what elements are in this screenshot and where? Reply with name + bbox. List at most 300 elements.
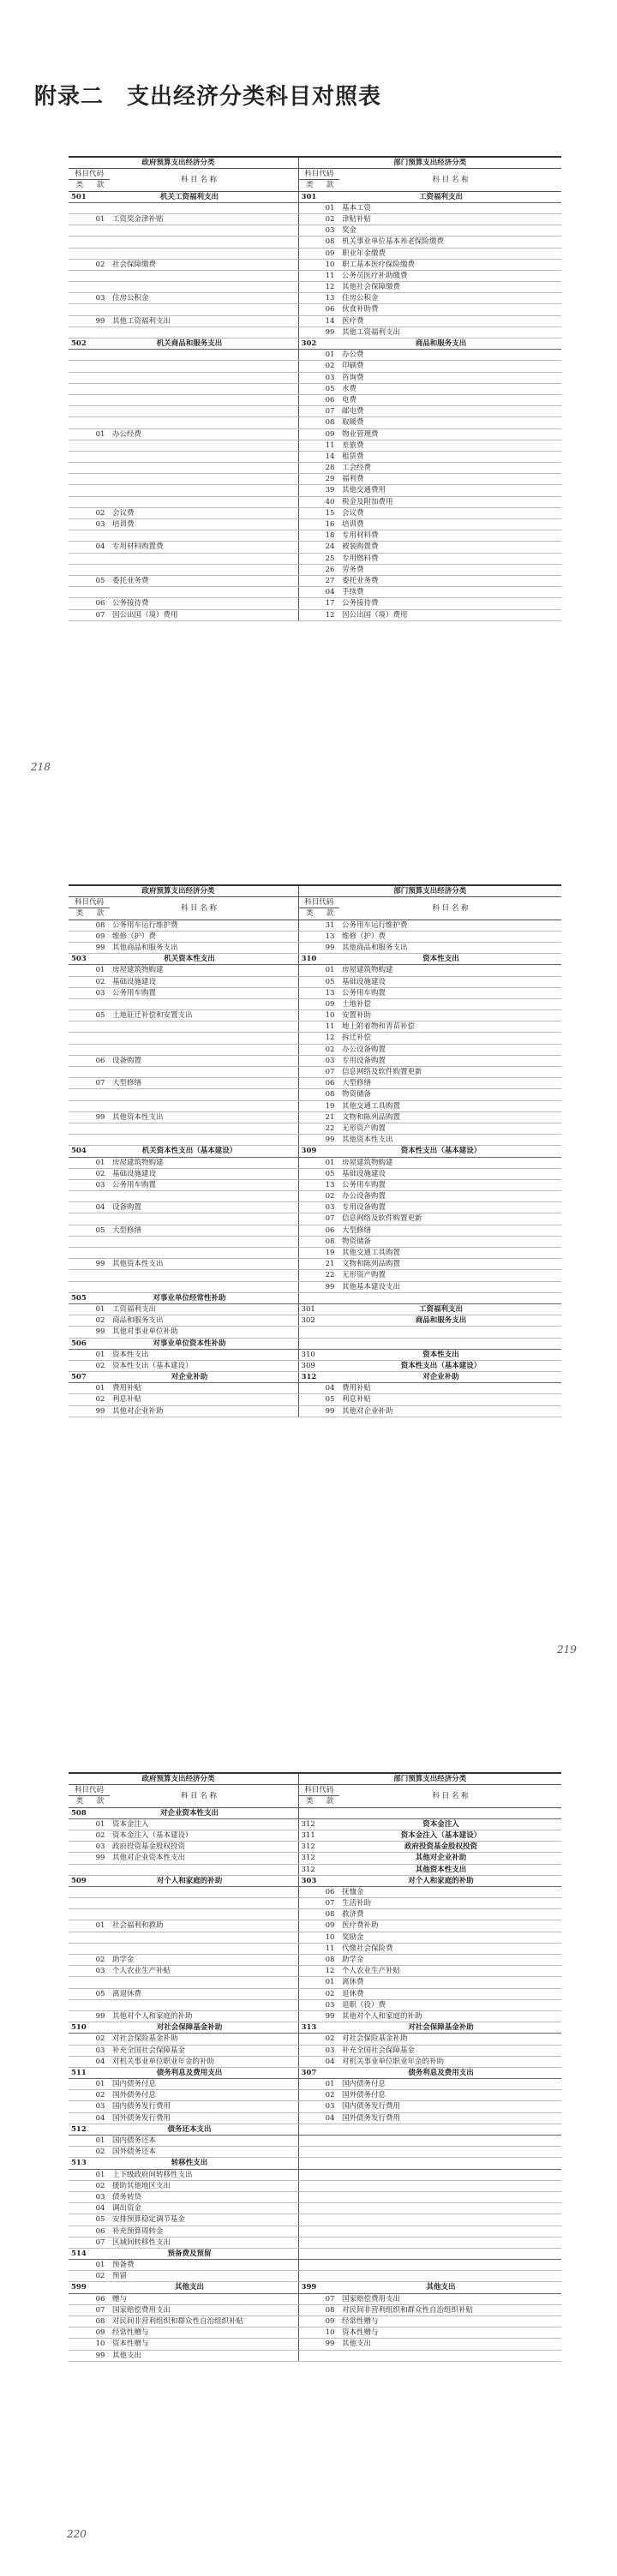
right-item-name: 机关事业单位基本养老保险缴费 <box>339 237 561 248</box>
table-row <box>69 2169 561 2180</box>
left-kind-cell <box>69 1225 91 1236</box>
right-item-code: 15 <box>320 507 339 518</box>
table-row <box>69 1327 561 1338</box>
column-gap <box>288 1999 298 2010</box>
right-kind-cell <box>298 1202 320 1213</box>
right-item-name: 对社会保险基金补助 <box>339 2034 561 2045</box>
table-row <box>69 1179 561 1190</box>
column-gap <box>288 897 298 920</box>
right-item-code: 01 <box>320 350 339 361</box>
column-gap <box>288 1383 298 1394</box>
left-kind-cell <box>69 575 91 586</box>
right-kind-cell <box>298 451 320 462</box>
left-kind-cell <box>69 2101 91 2112</box>
right-item-code: 19 <box>320 1248 339 1259</box>
section-row <box>69 338 561 350</box>
left-item-name <box>110 1909 288 1920</box>
table-page-218 <box>69 156 561 621</box>
table-row <box>69 361 561 372</box>
left-kind-cell <box>69 496 91 507</box>
right-kind-label: 类 <box>298 1796 320 1807</box>
left-kind-cell <box>69 2079 91 2090</box>
left-kind-cell <box>69 965 91 976</box>
right-item-name: 退职（役）费 <box>339 1999 561 2010</box>
left-item-name: 资本性支出 <box>110 1349 288 1360</box>
left-kind-cell <box>69 609 91 620</box>
left-item-name: 社会保障缴费 <box>110 259 288 270</box>
right-item-code: 08 <box>320 1089 339 1100</box>
column-gap <box>288 2022 298 2034</box>
table-row <box>69 1225 561 1236</box>
right-item-code: 08 <box>320 417 339 428</box>
left-item-name <box>110 394 288 405</box>
right-item-name <box>339 2203 561 2214</box>
left-item-code <box>91 372 110 383</box>
column-gap <box>288 157 298 169</box>
right-kind-cell <box>298 1236 320 1247</box>
section-row <box>69 954 561 965</box>
left-item-code <box>91 998 110 1009</box>
left-item-label: 款 <box>91 1796 110 1807</box>
table-row <box>69 485 561 496</box>
section-row <box>69 1292 561 1303</box>
left-kind-cell <box>69 485 91 496</box>
right-kind-cell <box>298 553 320 564</box>
section-row <box>69 1146 561 1157</box>
table-row <box>69 2136 561 2147</box>
left-code-label: 科目代码 <box>69 1785 110 1796</box>
left-item-code: 04 <box>91 2203 110 2214</box>
left-item-name <box>110 440 288 451</box>
left-item-label: 款 <box>91 908 110 920</box>
left-item-name: 委托业务费 <box>110 575 288 586</box>
right-item-code: 10 <box>320 2327 339 2339</box>
left-item-name: 国外债务发行费用 <box>110 2112 288 2124</box>
right-item-name: 国外债务发行费用 <box>339 2112 561 2124</box>
table-row <box>69 1248 561 1259</box>
right-kind-cell <box>298 1100 320 1111</box>
column-gap <box>288 2034 298 2045</box>
right-item-name <box>339 2214 561 2226</box>
right-item-name: 文物和陈列品购置 <box>339 1259 561 1270</box>
right-kind-cell <box>298 2203 320 2214</box>
left-item-name: 援助其他地区支出 <box>110 2180 288 2191</box>
table-row <box>69 1111 561 1123</box>
left-name-label: 科 目 名 称 <box>110 1785 288 1807</box>
column-gap <box>288 1123 298 1134</box>
right-kind-cell <box>298 1405 320 1417</box>
left-item-name: 赠与 <box>110 2293 288 2304</box>
column-gap <box>288 2282 298 2293</box>
left-kind-cell <box>69 2010 91 2022</box>
left-kind-cell <box>69 1010 91 1021</box>
table-row <box>69 2056 561 2067</box>
left-item-code <box>91 225 110 237</box>
left-item-name: 国外债务付息 <box>110 2090 288 2101</box>
left-kind-cell <box>69 1999 91 2010</box>
table-row <box>69 237 561 248</box>
table-row <box>69 2350 561 2361</box>
left-item-name: 调出资金 <box>110 2203 288 2214</box>
left-item-name: 国家赔偿费用支出 <box>110 2304 288 2315</box>
left-item-code: 02 <box>91 2034 110 2045</box>
column-gap <box>288 2191 298 2202</box>
column-gap <box>288 1773 298 1785</box>
left-item-name: 补充全国社会保障基金 <box>110 2045 288 2056</box>
right-item-name <box>339 2147 561 2158</box>
left-item-code: 03 <box>91 519 110 530</box>
left-kind-cell <box>69 1191 91 1202</box>
left-item-code: 02 <box>91 2271 110 2282</box>
right-item-name: 水费 <box>339 383 561 394</box>
right-item-code <box>320 1327 339 1338</box>
left-item-code <box>91 326 110 338</box>
right-kind-cell <box>298 1955 320 1966</box>
right-item-code: 08 <box>320 1909 339 1920</box>
column-gap <box>288 1067 298 1078</box>
column-gap <box>288 1303 298 1315</box>
left-item-name: 培训费 <box>110 519 288 530</box>
right-kind-cell <box>298 1977 320 1988</box>
left-category-name: 其他支出 <box>91 2282 288 2293</box>
column-gap <box>288 609 298 620</box>
left-item-code <box>91 202 110 213</box>
left-kind-cell <box>69 1089 91 1100</box>
left-kind-cell <box>69 2350 91 2361</box>
column-gap <box>288 1932 298 1943</box>
column-gap <box>288 1179 298 1190</box>
left-item-code <box>91 1135 110 1146</box>
column-gap <box>288 942 298 953</box>
left-item-name <box>110 350 288 361</box>
column-gap <box>288 2169 298 2180</box>
table-row <box>69 598 561 609</box>
column-gap <box>288 237 298 248</box>
right-item-name: 被装购置费 <box>339 542 561 553</box>
left-item-code <box>91 304 110 315</box>
right-item-name: 奖金 <box>339 225 561 237</box>
left-item-code: 01 <box>91 1157 110 1168</box>
table-row <box>69 248 561 259</box>
right-item-name <box>339 2180 561 2191</box>
right-name-label: 科 目 名 称 <box>339 1785 561 1807</box>
right-category-name: 资本性支出（基本建设） <box>320 1360 561 1371</box>
left-item-code <box>91 553 110 564</box>
left-kind-cell <box>69 1405 91 1417</box>
column-gap <box>288 2180 298 2191</box>
left-item-code: 01 <box>91 2169 110 2180</box>
left-item-name: 安排预算稳定调节基金 <box>110 2214 288 2226</box>
right-item-code: 17 <box>320 598 339 609</box>
table-row <box>69 1202 561 1213</box>
right-kind-cell <box>298 1123 320 1134</box>
section-row <box>69 1372 561 1383</box>
left-item-name <box>110 361 288 372</box>
right-kind-cell <box>298 1021 320 1033</box>
table-row <box>69 2304 561 2315</box>
left-kind-cell <box>69 920 91 931</box>
left-item-code <box>91 1977 110 1988</box>
right-item-name: 补充全国社会保障基金 <box>339 2045 561 2056</box>
left-item-code: 02 <box>91 1360 110 1371</box>
left-item-name <box>110 1213 288 1225</box>
left-item-code <box>91 361 110 372</box>
left-item-name: 大型修缮 <box>110 1078 288 1089</box>
left-kind-cell <box>69 1135 91 1146</box>
right-category-name <box>320 1338 561 1349</box>
right-item-name: 基本工资 <box>339 202 561 213</box>
column-gap <box>288 2147 298 2158</box>
right-item-code: 01 <box>320 2079 339 2090</box>
right-kind-cell <box>298 1999 320 2010</box>
left-kind-cell <box>69 1281 91 1292</box>
right-kind-cell <box>298 1168 320 1179</box>
right-item-code: 08 <box>320 2304 339 2315</box>
right-kind-cell <box>298 987 320 998</box>
right-item-name: 公务接待费 <box>339 598 561 609</box>
right-kind-cell <box>298 1932 320 1943</box>
right-item-code: 29 <box>320 474 339 485</box>
left-kind-cell <box>69 1055 91 1066</box>
right-kind-cell <box>298 2090 320 2101</box>
right-category-code: 303 <box>298 1875 320 1886</box>
left-table-title: 政府预算支出经济分类 <box>69 1773 288 1785</box>
left-item-name: 因公出国（境）费用 <box>110 609 288 620</box>
column-gap <box>288 1955 298 1966</box>
column-gap <box>288 1010 298 1021</box>
left-kind-cell <box>69 2169 91 2180</box>
table-row <box>69 1943 561 1954</box>
right-category-name: 对个人和家庭的补助 <box>320 1875 561 1886</box>
right-item-name: 其他资本性支出 <box>339 1135 561 1146</box>
left-item-code: 07 <box>91 2237 110 2248</box>
right-item-code: 99 <box>320 942 339 953</box>
left-category-code: 599 <box>69 2282 91 2293</box>
right-kind-cell <box>298 1943 320 1954</box>
right-item-code: 09 <box>320 998 339 1009</box>
column-gap <box>288 519 298 530</box>
left-kind-cell <box>69 406 91 417</box>
left-category-name: 机关资本性支出（基本建设） <box>91 1146 288 1157</box>
left-category-code: 512 <box>69 2124 91 2135</box>
left-item-code <box>91 587 110 598</box>
column-gap <box>288 304 298 315</box>
left-kind-cell <box>69 1988 91 1999</box>
section-row <box>69 1338 561 1349</box>
left-item-name: 公务用车购置 <box>110 987 288 998</box>
right-kind-cell <box>298 2293 320 2304</box>
left-item-code: 04 <box>91 542 110 553</box>
left-item-name <box>110 1100 288 1111</box>
right-item-code: 12 <box>320 1966 339 1977</box>
left-item-name <box>110 564 288 575</box>
right-category-name: 政府投资基金股权投资 <box>320 1842 561 1853</box>
right-item-code: 07 <box>320 2293 339 2304</box>
left-item-name: 资本性支出（基本建设） <box>110 1360 288 1371</box>
table-row <box>69 417 561 428</box>
right-kind-cell <box>298 920 320 931</box>
column-gap <box>288 2056 298 2067</box>
left-item-name: 社会福利和救助 <box>110 1920 288 1932</box>
left-kind-cell <box>69 1818 91 1830</box>
right-item-label: 款 <box>320 180 339 191</box>
left-item-code: 09 <box>91 2327 110 2339</box>
left-category-name: 机关工资福利支出 <box>91 191 288 202</box>
left-item-code <box>91 1123 110 1134</box>
table-row <box>69 920 561 931</box>
section-row <box>69 2124 561 2135</box>
left-item-code <box>91 350 110 361</box>
right-item-code <box>320 2260 339 2271</box>
right-kind-cell <box>298 2147 320 2158</box>
column-gap <box>288 1315 298 1327</box>
right-code-label: 科目代码 <box>298 1785 339 1796</box>
left-item-code: 07 <box>91 1078 110 1089</box>
right-kind-cell <box>298 1909 320 1920</box>
left-item-code: 06 <box>91 2293 110 2304</box>
left-category-code: 511 <box>69 2067 91 2078</box>
column-gap <box>288 1213 298 1225</box>
left-item-name: 公务用车运行维护费 <box>110 920 288 931</box>
right-kind-cell <box>298 507 320 518</box>
left-kind-cell <box>69 270 91 281</box>
left-item-code <box>91 1089 110 1100</box>
left-kind-cell <box>69 326 91 338</box>
left-category-code: 505 <box>69 1292 91 1303</box>
table-row <box>69 315 561 326</box>
left-kind-cell <box>69 1315 91 1327</box>
left-item-code <box>91 463 110 474</box>
right-kind-cell <box>298 998 320 1009</box>
right-category-code <box>298 1807 320 1818</box>
column-gap <box>288 225 298 237</box>
column-gap <box>288 1281 298 1292</box>
left-category-code: 513 <box>69 2158 91 2169</box>
left-item-name <box>110 1977 288 1988</box>
left-kind-cell <box>69 1943 91 1954</box>
right-item-name: 取暖费 <box>339 417 561 428</box>
column-gap <box>288 406 298 417</box>
right-item-code: 01 <box>320 202 339 213</box>
right-kind-cell <box>298 1988 320 1999</box>
right-item-name: 国家赔偿费用支出 <box>339 2293 561 2304</box>
left-kind-cell <box>69 1021 91 1033</box>
right-item-name: 物资储备 <box>339 1089 561 1100</box>
section-row <box>69 191 561 202</box>
left-item-name <box>110 225 288 237</box>
right-item-code: 03 <box>320 1202 339 1213</box>
left-item-name: 区域间转移性支出 <box>110 2237 288 2248</box>
right-category-name <box>320 2158 561 2169</box>
table-row <box>69 2260 561 2271</box>
left-item-name <box>110 202 288 213</box>
left-kind-cell <box>69 1067 91 1078</box>
table-row <box>69 965 561 976</box>
left-kind-cell <box>69 1044 91 1055</box>
right-category-code: 309 <box>298 1360 320 1371</box>
column-gap <box>288 1191 298 1202</box>
column-gap <box>288 372 298 383</box>
table-row <box>69 1303 561 1315</box>
table-row <box>69 259 561 270</box>
table-row <box>69 2214 561 2226</box>
table-row <box>69 1078 561 1089</box>
right-item-code: 10 <box>320 1010 339 1021</box>
table-row <box>69 1920 561 1932</box>
right-item-code: 03 <box>320 1055 339 1066</box>
right-item-code: 07 <box>320 1067 339 1078</box>
table-row <box>69 2034 561 2045</box>
left-kind-cell <box>69 2327 91 2339</box>
table-row <box>69 1021 561 1033</box>
right-item-name: 退休费 <box>339 1988 561 1999</box>
left-kind-cell <box>69 2090 91 2101</box>
right-category-name: 其他资本性支出 <box>320 1864 561 1875</box>
right-kind-cell <box>298 2079 320 2090</box>
left-kind-cell <box>69 564 91 575</box>
left-kind-cell <box>69 1349 91 1360</box>
right-item-code: 05 <box>320 383 339 394</box>
left-kind-cell <box>69 1100 91 1111</box>
left-item-name: 其他资本性支出 <box>110 1111 288 1123</box>
column-gap <box>288 987 298 998</box>
column-gap <box>288 965 298 976</box>
column-gap <box>288 417 298 428</box>
left-item-name: 基础设施建设 <box>110 976 288 987</box>
right-item-name: 办公费 <box>339 350 561 361</box>
right-item-code: 03 <box>320 2045 339 2056</box>
left-item-code: 02 <box>91 2147 110 2158</box>
left-item-code: 05 <box>91 1225 110 1236</box>
right-item-code: 24 <box>320 542 339 553</box>
left-item-name: 住房公积金 <box>110 293 288 304</box>
left-item-name: 预留 <box>110 2271 288 2282</box>
column-gap <box>288 1853 298 1864</box>
left-kind-cell <box>69 1123 91 1134</box>
left-item-code: 99 <box>91 1259 110 1270</box>
right-kind-cell <box>298 1111 320 1123</box>
right-item-code <box>320 2136 339 2147</box>
right-category-code: 312 <box>298 1372 320 1383</box>
left-item-name: 房屋建筑物购建 <box>110 965 288 976</box>
right-category-code: 312 <box>298 1842 320 1853</box>
right-item-code: 18 <box>320 530 339 542</box>
left-item-name: 资本金注入（基本建设） <box>110 1830 288 1841</box>
column-gap <box>288 2304 298 2315</box>
right-item-name: 对民间非营利组织和群众性自治组织补贴 <box>339 2304 561 2315</box>
right-kind-cell <box>298 372 320 383</box>
column-gap <box>288 2136 298 2147</box>
left-item-name: 个人农业生产补贴 <box>110 1966 288 1977</box>
table-row <box>69 451 561 462</box>
right-kind-cell <box>298 237 320 248</box>
left-kind-cell <box>69 987 91 998</box>
left-kind-cell <box>69 2112 91 2124</box>
right-item-name: 代缴社会保险费 <box>339 1943 561 1954</box>
right-kind-cell <box>298 2136 320 2147</box>
right-kind-cell <box>298 2237 320 2248</box>
table-row <box>69 1383 561 1394</box>
left-item-code: 06 <box>91 1055 110 1066</box>
column-gap <box>288 463 298 474</box>
table-row <box>69 1977 561 1988</box>
left-item-code: 02 <box>91 259 110 270</box>
left-category-code: 514 <box>69 2248 91 2259</box>
column-gap <box>288 440 298 451</box>
left-item-code: 01 <box>91 2079 110 2090</box>
right-item-code: 13 <box>320 293 339 304</box>
right-kind-cell <box>298 202 320 213</box>
